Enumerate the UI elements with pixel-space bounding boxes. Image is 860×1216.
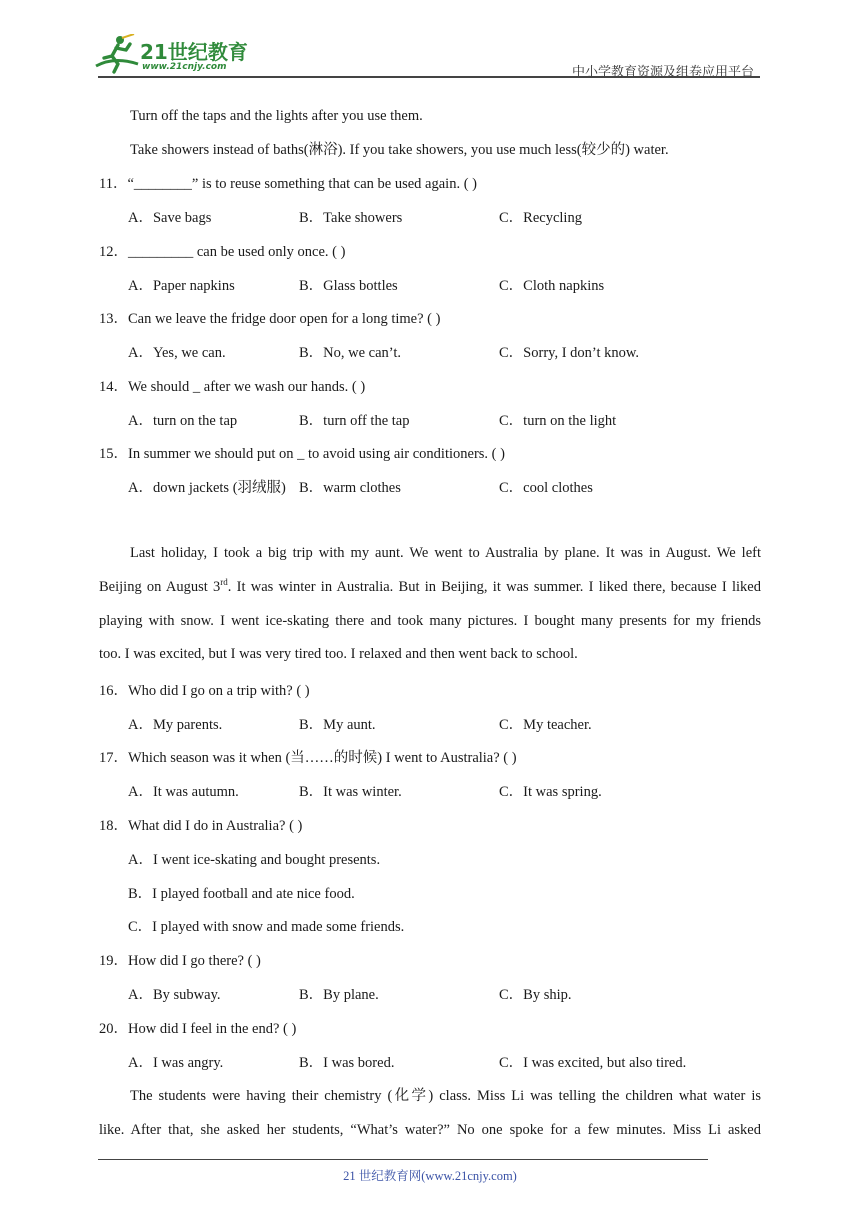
passage-line: too. I was excited, but I was very tired too. I relaxed and then went back to school. xyxy=(99,646,578,663)
page-header xyxy=(0,0,860,82)
question-number: 20． xyxy=(99,1021,128,1037)
question-number: 13． xyxy=(99,311,128,327)
question-13 xyxy=(99,309,440,329)
platform-name: 中小学教育资源及组卷应用平台 xyxy=(571,65,754,80)
passage-line: Last holiday, I took a big trip with my aunt. We went to Australia by plane. It was in August. We left xyxy=(130,545,761,561)
question-12 xyxy=(99,242,345,262)
question-number: 17． xyxy=(99,750,128,766)
option-a[interactable]: A．Paper napkins xyxy=(128,278,235,294)
footer-divider xyxy=(98,1159,708,1160)
question-number: 12． xyxy=(99,244,128,260)
passage-line: like. After that, she asked her students, “What’s water?” No one spoke for a few minutes. Miss Li asked xyxy=(99,1121,761,1138)
intro-line: Take showers instead of baths(淋浴). If you take showers, you use much less(较少的) water. xyxy=(130,142,669,158)
question-15 xyxy=(99,444,505,464)
question-19 xyxy=(99,951,261,971)
question-stem: How did I go there? ( ) xyxy=(128,953,261,969)
option-b[interactable]: B．warm clothes xyxy=(299,480,401,496)
option-c[interactable]: C．My teacher. xyxy=(499,717,592,733)
question-18 xyxy=(99,816,302,836)
option-b[interactable]: B．I played football and ate nice food. xyxy=(128,886,355,902)
passage-line: Beijing on August 3rd. It was winter in Australia. But in Beijing, it was summer. I liked there, because I liked xyxy=(99,576,761,595)
logo-text: 21世纪教育 xyxy=(140,40,248,64)
question-number: 16． xyxy=(99,683,128,699)
question-number: 19． xyxy=(99,953,128,969)
option-c[interactable]: C．I played with snow and made some friends. xyxy=(128,919,405,935)
question-17 xyxy=(99,748,517,768)
site-logo xyxy=(92,34,262,78)
option-c[interactable]: C．Sorry, I don’t know. xyxy=(499,345,640,361)
option-b[interactable]: B．turn off the tap xyxy=(299,413,410,429)
passage-line: playing with snow. I went ice-skating there and took many pictures. I bought many presents for my friends xyxy=(99,612,761,629)
option-c[interactable]: C．It was spring. xyxy=(499,784,602,800)
question-16 xyxy=(99,681,310,701)
option-c[interactable]: C．turn on the light xyxy=(499,413,617,429)
reading-passage xyxy=(99,537,761,672)
question-number: 15． xyxy=(99,446,128,462)
question-stem: Who did I go on a trip with? ( ) xyxy=(128,683,310,699)
question-stem: _________ can be used only once. ( ) xyxy=(128,244,346,260)
option-c[interactable]: C．I was excited, but also tired. xyxy=(499,1055,687,1071)
option-a[interactable]: A．I went ice-skating and bought presents. xyxy=(128,852,381,868)
passage-line: The students were having their chemistry (化学) class. Miss Li was telling the children what water is xyxy=(130,1088,761,1104)
question-11 xyxy=(99,174,477,194)
option-c[interactable]: C．Cloth napkins xyxy=(499,278,605,294)
question-stem: Can we leave the fridge door open for a long time? ( ) xyxy=(128,311,441,327)
question-number: 18． xyxy=(99,818,128,834)
question-number: 11． xyxy=(99,176,128,192)
question-20 xyxy=(99,1019,296,1039)
option-b[interactable]: B．It was winter. xyxy=(299,784,402,800)
option-b[interactable]: B．No, we can’t. xyxy=(299,345,402,361)
option-b[interactable]: B．I was bored. xyxy=(299,1055,395,1071)
question-stem: Which season was it when (当……的时候) I went to Australia? ( ) xyxy=(128,750,517,766)
question-stem: “________” is to reuse something that can be used again. ( ) xyxy=(127,176,477,192)
logo-url: www.21cnjy.com xyxy=(142,62,227,72)
option-a[interactable]: A．turn on the tap xyxy=(128,413,238,429)
option-c[interactable]: C．Recycling xyxy=(499,210,582,226)
option-a[interactable]: A．My parents. xyxy=(128,717,223,733)
option-b[interactable]: B．By plane. xyxy=(299,987,379,1003)
question-stem: We should _ after we wash our hands. ( ) xyxy=(128,379,366,395)
option-a[interactable]: A．I was angry. xyxy=(128,1055,224,1071)
option-b[interactable]: B．My aunt. xyxy=(299,717,376,733)
option-a[interactable]: A．Yes, we can. xyxy=(128,345,226,361)
question-number: 14． xyxy=(99,379,128,395)
intro-line: Turn off the taps and the lights after you use them. xyxy=(130,108,423,124)
question-stem: What did I do in Australia? ( ) xyxy=(128,818,303,834)
option-a[interactable]: A．Save bags xyxy=(128,210,212,226)
reading-passage xyxy=(99,1080,761,1148)
option-c[interactable]: C．By ship. xyxy=(499,987,572,1003)
option-a[interactable]: A．down jackets (羽绒服) xyxy=(128,480,286,496)
runner-logo-icon xyxy=(92,34,142,76)
option-c[interactable]: C．cool clothes xyxy=(499,480,593,496)
question-stem: In summer we should put on _ to avoid using air conditioners. ( ) xyxy=(128,446,505,462)
page-footer: 21 世纪教育网(www.21cnjy.com) xyxy=(343,1169,517,1183)
question-stem: How did I feel in the end? ( ) xyxy=(128,1021,297,1037)
question-14 xyxy=(99,377,365,397)
option-a[interactable]: A．By subway. xyxy=(128,987,221,1003)
option-b[interactable]: B．Take showers xyxy=(299,210,403,226)
header-divider xyxy=(98,76,760,78)
option-b[interactable]: B．Glass bottles xyxy=(299,278,398,294)
option-a[interactable]: A．It was autumn. xyxy=(128,784,239,800)
